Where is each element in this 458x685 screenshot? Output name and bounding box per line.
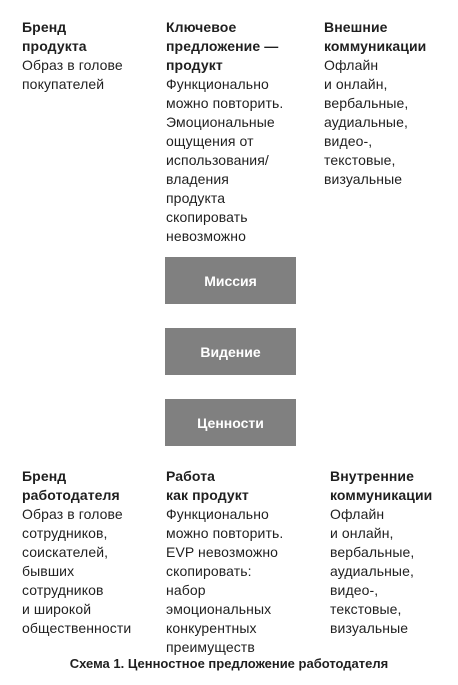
work-as-product-column xyxy=(166,467,316,657)
figure-caption: Схема 1. Ценностное предложение работодателя xyxy=(69,656,389,671)
value-proposition-title: Ключевое предложение — продукт xyxy=(166,19,279,73)
external-comms-column xyxy=(324,18,454,189)
employer-brand-title: Бренд работодателя xyxy=(22,468,120,503)
external-comms-body: Офлайн и онлайн, вербальные, аудиальные, видео-, текстовые, визуальные xyxy=(324,57,409,187)
brand-product-title: Бренд продукта xyxy=(22,19,87,54)
brand-product-body: Образ в голове покупателей xyxy=(22,57,123,92)
value-proposition-body: Функционально можно повторить. Эмоциональные ощущения от использования/ владения продукта скопировать невозможно xyxy=(166,76,284,244)
external-comms-title: Внешние коммуникации xyxy=(324,19,427,54)
mission-box: Миссия xyxy=(165,257,296,304)
employer-brand-column xyxy=(22,467,162,638)
vision-box: Видение xyxy=(165,328,296,375)
work-as-product-title: Работа как продукт xyxy=(166,468,249,503)
employer-brand-body: Образ в голове сотрудников, соискателей, бывших сотрудников и широкой общественности xyxy=(22,506,132,636)
internal-comms-column xyxy=(330,467,455,638)
value-proposition-column xyxy=(166,18,316,246)
internal-comms-title: Внутренние коммуникации xyxy=(330,468,433,503)
brand-product-column xyxy=(22,18,152,94)
work-as-product-body: Функционально можно повторить. EVP невозможно скопировать: набор эмоциональных конкурентных преимуществ xyxy=(166,506,284,655)
values-box: Ценности xyxy=(165,399,296,446)
internal-comms-body: Офлайн и онлайн, вербальные, аудиальные, видео-, текстовые, визуальные xyxy=(330,506,415,636)
